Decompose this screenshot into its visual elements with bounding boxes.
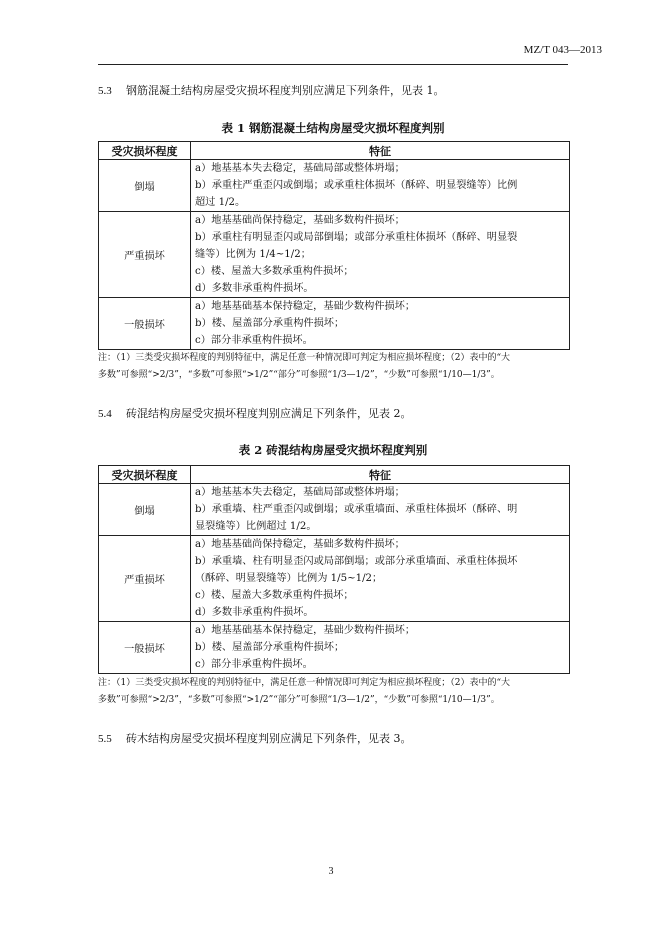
- table-1-caption: 表 1 钢筋混凝土结构房屋受灾损坏程度判别: [221, 121, 445, 135]
- feature-line: b）楼、屋盖部分承重构件损坏；: [195, 318, 345, 329]
- feature-line: 超过 1/2。: [195, 197, 246, 208]
- features: [191, 212, 570, 298]
- feature-line: c）楼、屋盖大多数承重构件损坏；: [195, 266, 354, 277]
- feature-line: d）多数非承重构件损坏。: [195, 607, 314, 618]
- note-line: 注：（1）三类受灾损坏程度的判别特征中，满足任意一种情况即可判定为相应损坏程度；（2）表中的“大: [98, 353, 511, 363]
- features: [191, 160, 570, 212]
- table-row: [99, 298, 570, 350]
- features: [191, 484, 570, 536]
- column-header-features: 特征: [191, 142, 570, 160]
- feature-line: b）承重墙、柱有明显歪闪或局部倒塌；或部分承重墙面、承重柱体损坏: [195, 556, 518, 567]
- damage-degree: 严重损坏: [99, 536, 191, 622]
- damage-degree: 倒塌: [99, 484, 191, 536]
- features: [191, 536, 570, 622]
- feature-line: a）地基基础基本保持稳定，基础少数构件损坏；: [195, 301, 416, 312]
- features: [191, 298, 570, 350]
- feature-line: a）地基基础尚保持稳定，基础多数构件损坏；: [195, 215, 405, 226]
- note-line: 多数”可参照“>2/3”，“多数”可参照“>1/2”“部分”可参照“1/3—1/2”，“少数”可参照“1/10—1/3”。: [98, 695, 500, 705]
- damage-degree: 倒塌: [99, 160, 191, 212]
- feature-line: a）地基基础基本保持稳定，基础少数构件损坏；: [195, 625, 416, 636]
- damage-degree: 一般损坏: [99, 622, 191, 674]
- table-2: [98, 465, 570, 674]
- clause-text: 砖混结构房屋受灾损坏程度判别应满足下列条件，见表 2。: [126, 407, 412, 420]
- table-header-row: [99, 466, 570, 484]
- header-rule: [98, 64, 568, 65]
- damage-degree: 一般损坏: [99, 298, 191, 350]
- feature-line: 显裂缝等）比例超过 1/2。: [195, 521, 317, 532]
- clause-5-4: [98, 405, 412, 421]
- feature-line: b）楼、屋盖部分承重构件损坏；: [195, 642, 345, 653]
- damage-degree: 严重损坏: [99, 212, 191, 298]
- table-row: [99, 622, 570, 674]
- feature-line: d）多数非承重构件损坏。: [195, 283, 314, 294]
- clause-5-5: [98, 730, 412, 746]
- feature-line: 缝等）比例为 1/4~1/2；: [195, 249, 311, 260]
- feature-line: a）地基基本失去稳定，基础局部或整体坍塌；: [195, 163, 405, 174]
- clause-number: 5.3: [98, 85, 112, 97]
- feature-line: b）承重柱严重歪闪或倒塌；或承重柱体损坏（酥碎、明显裂缝等）比例: [195, 180, 518, 191]
- clause-5-3: [98, 82, 445, 98]
- feature-line: （酥碎、明显裂缝等）比例为 1/5~1/2；: [195, 573, 383, 584]
- note-line: 多数”可参照“>2/3”，“多数”可参照“>1/2”“部分”可参照“1/3—1/2”，“少数”可参照“1/10—1/3”。: [98, 370, 500, 380]
- feature-line: b）承重墙、柱严重歪闪或倒塌；或承重墙面、承重柱体损坏（酥碎、明: [195, 504, 518, 515]
- clause-text: 砖木结构房屋受灾损坏程度判别应满足下列条件，见表 3。: [126, 732, 412, 745]
- table-row: [99, 212, 570, 298]
- table-row: [99, 160, 570, 212]
- page-number: 3: [328, 866, 334, 877]
- feature-line: b）承重柱有明显歪闪或局部倒塌；或部分承重柱体损坏（酥碎、明显裂: [195, 232, 518, 243]
- feature-line: c）楼、屋盖大多数承重构件损坏；: [195, 590, 354, 601]
- column-header-features: 特征: [191, 466, 570, 484]
- feature-line: a）地基基础尚保持稳定，基础多数构件损坏；: [195, 539, 405, 550]
- feature-line: c）部分非承重构件损坏。: [195, 659, 313, 670]
- clause-text: 钢筋混凝土结构房屋受灾损坏程度判别应满足下列条件，见表 1。: [126, 84, 445, 97]
- features: [191, 622, 570, 674]
- table-header-row: [99, 142, 570, 160]
- table-2-note: [98, 675, 570, 709]
- feature-line: a）地基基本失去稳定，基础局部或整体坍塌；: [195, 487, 405, 498]
- table-row: [99, 484, 570, 536]
- clause-number: 5.5: [98, 733, 112, 745]
- table-1-note: [98, 350, 570, 384]
- column-header-degree: 受灾损坏程度: [99, 466, 191, 484]
- standard-code: MZ/T 043—2013: [523, 44, 602, 56]
- table-1: [98, 141, 570, 350]
- note-line: 注：（1）三类受灾损坏程度的判别特征中，满足任意一种情况即可判定为相应损坏程度；（2）表中的“大: [98, 678, 511, 688]
- table-2-caption: 表 2 砖混结构房屋受灾损坏程度判别: [238, 443, 428, 457]
- table-row: [99, 536, 570, 622]
- clause-number: 5.4: [98, 408, 112, 420]
- column-header-degree: 受灾损坏程度: [99, 142, 191, 160]
- feature-line: c）部分非承重构件损坏。: [195, 335, 313, 346]
